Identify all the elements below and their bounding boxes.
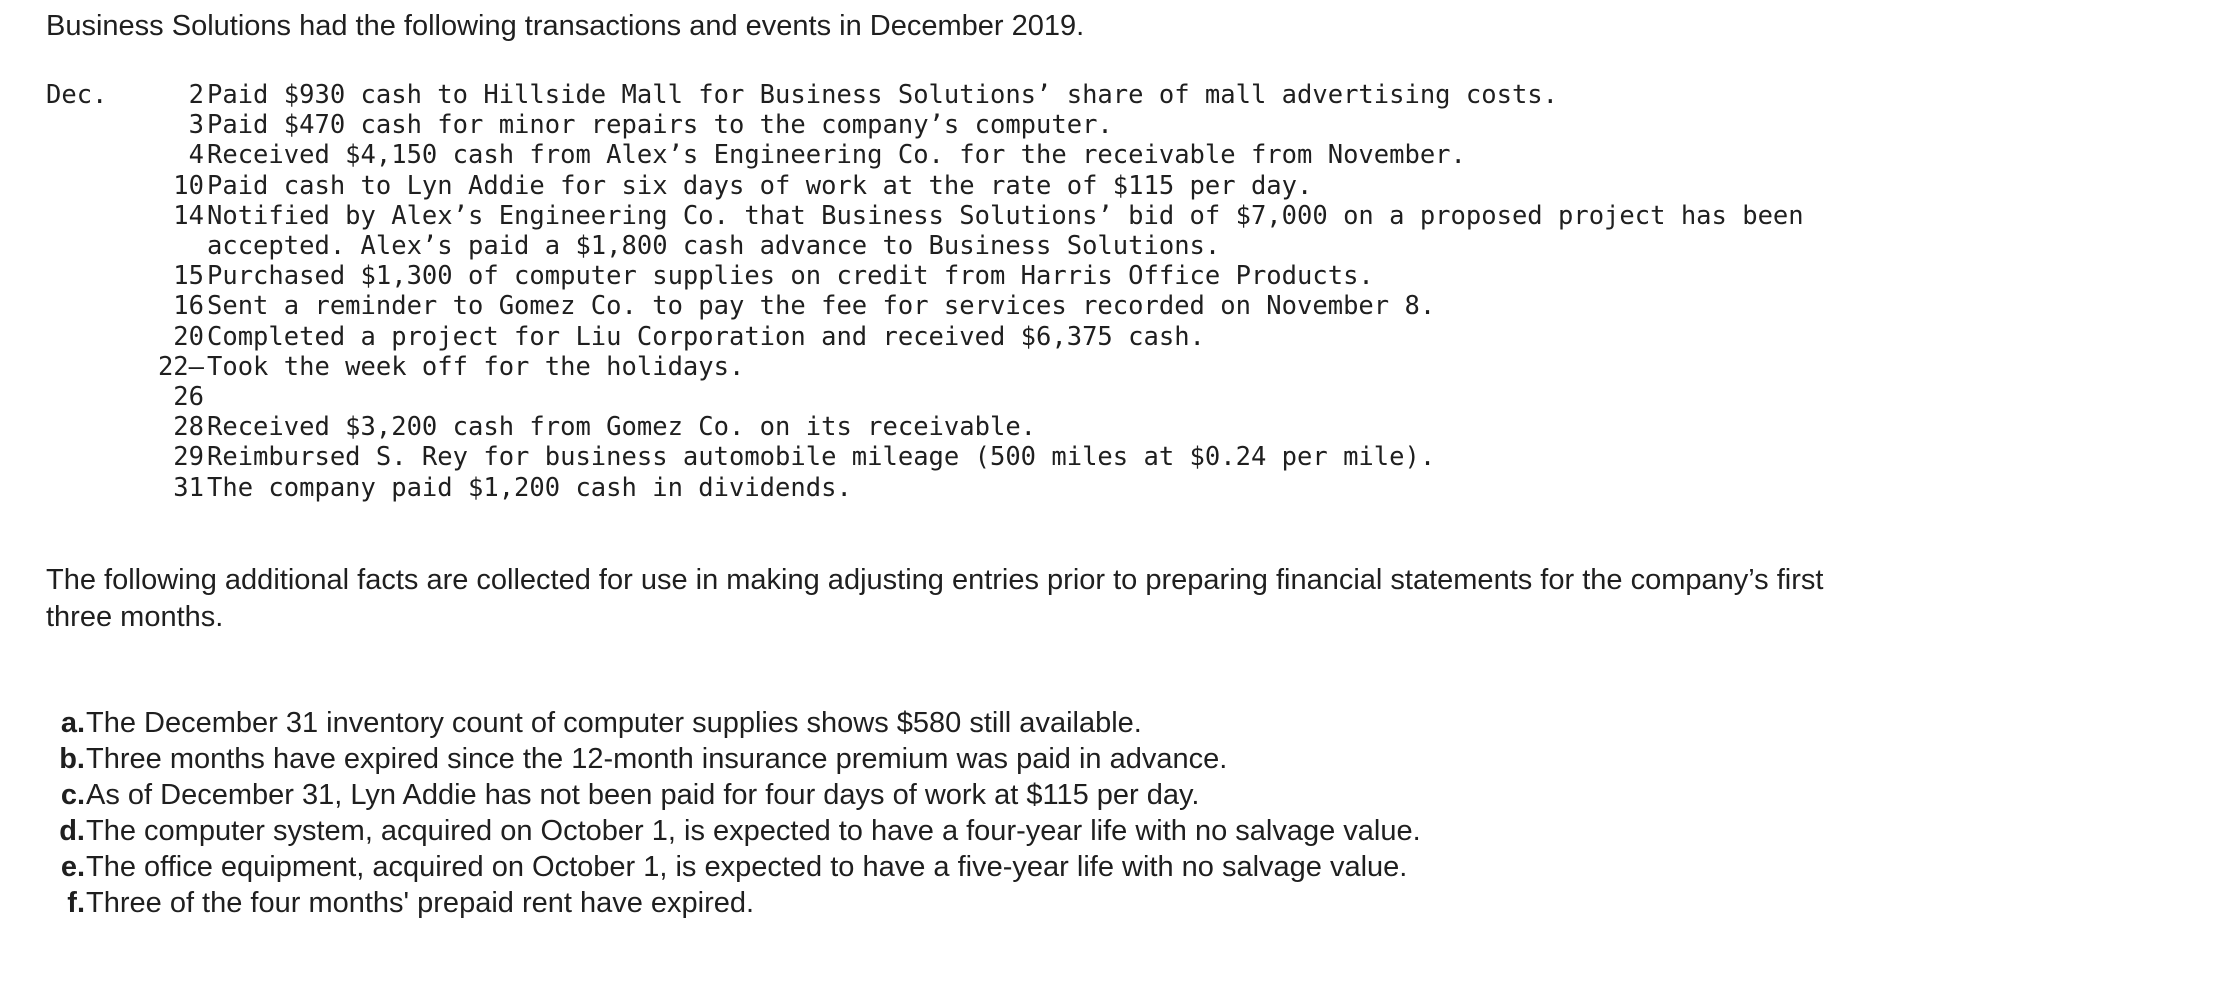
transaction-text: Paid $930 cash to Hillside Mall for Business Solutions’ share of mall advertising costs. (207, 80, 1559, 110)
transaction-row (46, 80, 1967, 110)
item-letter: a. (60, 707, 85, 739)
item-text: Three of the four months' prepaid rent have expired. (86, 887, 755, 919)
list-item (40, 777, 1421, 813)
transaction-text: Took the week off for the holidays. (207, 351, 745, 382)
adjusting-facts-intro: The following additional facts are collected for use in making adjusting entries prior to preparing financial statements for the company’s first three months. (46, 564, 1824, 633)
item-letter: b. (59, 743, 85, 775)
transaction-day: 22– (157, 351, 204, 382)
transaction-day: 26 (173, 382, 204, 413)
transaction-text: Paid cash to Lyn Addie for six days of work at the rate of $115 per day. (207, 170, 1313, 201)
item-text: The office equipment, acquired on October 1, is expected to have a five-year life with no salvage value. (86, 851, 1408, 883)
transaction-text: Completed a project for Liu Corporation and received $6,375 cash. (207, 321, 1205, 352)
transaction-row (46, 291, 1967, 321)
transaction-row (46, 171, 1967, 201)
transaction-row (46, 201, 1967, 261)
item-letter: c. (60, 779, 85, 811)
item-letter: e. (60, 851, 85, 883)
transaction-day: 3 (188, 110, 204, 141)
transaction-day: 29 (173, 442, 204, 473)
transaction-text: Paid $470 cash for minor repairs to the company’s computer. (207, 110, 1113, 141)
transaction-text: The company paid $1,200 cash in dividends. (207, 472, 852, 503)
transaction-day: 15 (173, 261, 204, 292)
transaction-day: 2 (188, 80, 204, 110)
item-letter: f. (67, 887, 85, 919)
transaction-text: Received $4,150 cash from Alex’s Engineering Co. for the receivable from November. (207, 140, 1466, 171)
transaction-row (46, 322, 1967, 352)
transaction-row (46, 261, 1967, 291)
transactions-table (46, 80, 1967, 503)
list-item (40, 849, 1421, 885)
transaction-day: 31 (173, 472, 204, 503)
item-letter: d. (59, 815, 85, 847)
transaction-text (207, 382, 1967, 412)
transaction-text: Reimbursed S. Rey for business automobile mileage (500 miles at $0.24 per mile). (207, 442, 1436, 473)
adjusting-facts-list (40, 705, 1421, 921)
transaction-row (46, 382, 1967, 412)
transaction-text: Purchased $1,300 of computer supplies on credit from Harris Office Products. (207, 261, 1374, 292)
transaction-row (46, 473, 1967, 503)
transaction-day: 16 (173, 291, 204, 322)
list-item (40, 705, 1421, 741)
intro-paragraph: Business Solutions had the following transactions and events in December 2019. (46, 10, 1085, 42)
item-text: The December 31 inventory count of computer supplies shows $580 still available. (86, 707, 1142, 739)
month-label: Dec. (46, 80, 108, 110)
transaction-day: 14 (173, 200, 204, 231)
transaction-day: 28 (173, 412, 204, 443)
transaction-day: 4 (188, 140, 204, 171)
list-item (40, 885, 1421, 921)
transaction-text: Notified by Alex’s Engineering Co. that Business Solutions’ bid of $7,000 on a proposed project has been accepted. Alex’s paid a $1,800 cash advance to Business Solutions. (207, 200, 1804, 262)
list-item (40, 813, 1421, 849)
transaction-row (46, 110, 1967, 140)
transaction-text: Received $3,200 cash from Gomez Co. on its receivable. (207, 412, 1037, 443)
transaction-text: Sent a reminder to Gomez Co. to pay the fee for services recorded on November 8. (207, 291, 1436, 322)
item-text: As of December 31, Lyn Addie has not been paid for four days of work at $115 per day. (86, 779, 1200, 811)
transaction-row (46, 412, 1967, 442)
transaction-row (46, 352, 1967, 382)
transaction-day: 10 (173, 170, 204, 201)
transaction-row (46, 442, 1967, 472)
transaction-row (46, 140, 1967, 170)
list-item (40, 741, 1421, 777)
item-text: The computer system, acquired on October 1, is expected to have a four-year life with no salvage value. (86, 815, 1421, 847)
item-text: Three months have expired since the 12-month insurance premium was paid in advance. (86, 743, 1228, 775)
transaction-day: 20 (173, 321, 204, 352)
